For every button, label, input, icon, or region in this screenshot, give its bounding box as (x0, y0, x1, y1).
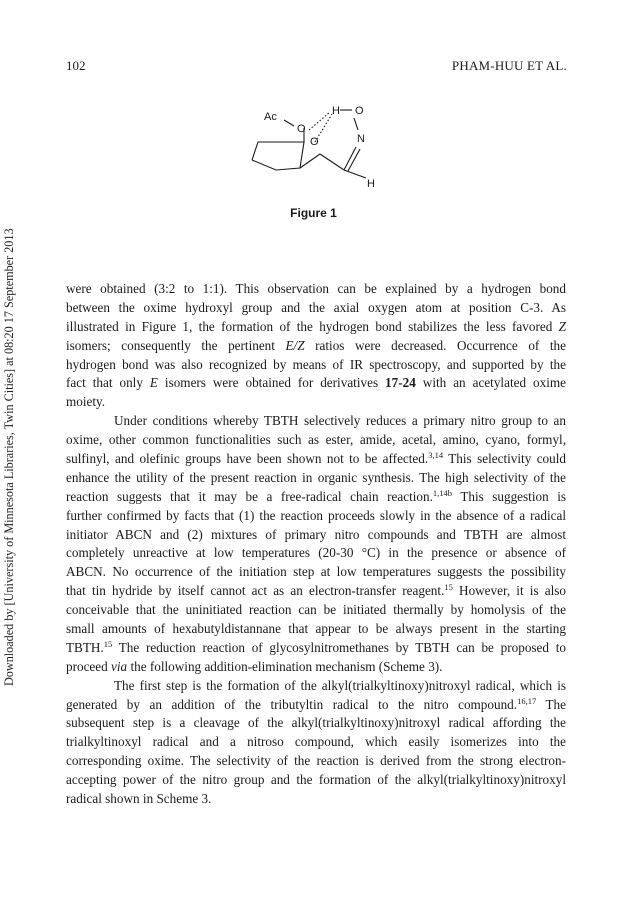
text-line (66, 639, 566, 658)
text-line (66, 733, 566, 752)
download-watermark: Downloaded by [University of Minnesota Libraries, Twin Cities] at 08:20 17 September 2013 (2, 228, 16, 686)
text-run: proceed (66, 658, 112, 674)
text-run: generated by an addition of the tributyltin radical to the nitro compound. (66, 696, 518, 712)
nitrogen-label: N (357, 133, 365, 145)
text-run: further confirmed by facts that (1) the reaction proceeds slowly in the absence of a radical (66, 507, 566, 523)
text-run: initiator ABCN and (2) mixtures of primary nitro compounds and TBTH are almost (66, 526, 566, 542)
text-run: TBTH. (66, 639, 104, 655)
text-run: moiety. (66, 394, 106, 410)
text-run: the following addition-elimination mechanism (Scheme 3). (127, 658, 443, 674)
text-run: The first step is the formation of the alkyl(trialkyltinoxy)nitroxyl radical, which is (114, 677, 566, 693)
text-line (66, 431, 566, 450)
text-line (66, 790, 566, 809)
text-run: conceivable that the uninitiated reaction can be initiated thermally by homolysis of the (66, 602, 566, 618)
text-run: This suggestion is (452, 488, 566, 504)
ring-bonds (252, 142, 304, 170)
text-run: subsequent step is a cleavage of the alkyl(trialkyltinoxy)nitroxyl radical affording the (66, 715, 566, 731)
text-run: The reduction reaction of glycosylnitromethanes by TBTH can be proposed to (112, 639, 566, 655)
imine-hydrogen-label: H (367, 178, 375, 190)
text-run: with an acetylated oxime (415, 375, 566, 391)
text-line (66, 526, 566, 545)
text-line (66, 299, 566, 318)
text-run: accepting power of the nitro group and the formation of the alkyl(trialkyltinoxy)nitroxyl (66, 772, 566, 788)
text-line (66, 507, 566, 526)
text-run: isomers; consequently the pertinent (66, 337, 286, 353)
hydrogen-bond-structure (240, 98, 400, 190)
hydroxyl-hydrogen-label: H (332, 105, 340, 117)
ac-o-bond (284, 120, 294, 126)
text-run: The (536, 696, 566, 712)
text-run: corresponding oxime. The selectivity of the reaction is derived from the strong electron- (66, 753, 566, 769)
text-run: Z (558, 318, 566, 334)
text-line (66, 393, 566, 412)
text-line (66, 374, 566, 393)
text-run: ABCN. No occurrence of the initiation step at low temperatures suggests the possibility (66, 564, 566, 580)
text-run: E (149, 375, 158, 391)
text-line (66, 582, 566, 601)
figure-1 (240, 98, 400, 190)
text-line (66, 696, 566, 715)
oxime-oxygen-label: O (355, 105, 364, 117)
text-run: ratios were decreased. Occurrence of the (304, 337, 566, 353)
text-line (66, 450, 566, 469)
text-run: This selectivity could (443, 451, 566, 467)
text-run: via (111, 658, 128, 674)
text-line (66, 752, 566, 771)
text-line (66, 658, 566, 677)
reference-superscript: 16,17 (517, 695, 537, 706)
text-line (66, 280, 566, 299)
text-run: trialkyltinoxyl radical and a nitroso compound, which easily isomerizes into the (66, 734, 566, 750)
text-run: sulfinyl, and olefinic groups have been shown not to be affected. (66, 451, 429, 467)
c-c-bond (300, 154, 320, 168)
text-line (66, 488, 566, 507)
text-run: hydrogen bond was also recognized by means of IR spectroscopy, and supported by the (66, 356, 566, 372)
hydrogen-bond-a (309, 112, 330, 130)
text-run: reaction suggests that it may be a free-radical chain reaction. (66, 488, 433, 504)
running-head: PHAM-HUU ET AL. (451, 58, 567, 73)
text-line (66, 677, 566, 696)
text-run: isomers were obtained for derivatives (157, 375, 386, 391)
text-line (66, 318, 566, 337)
text-line (66, 356, 566, 375)
text-line (66, 469, 566, 488)
c-h-bond (344, 170, 366, 178)
text-run: 17-24 (385, 375, 416, 391)
text-run: Under conditions whereby TBTH selectively reduces a primary nitro group to an (114, 413, 566, 429)
body-text (66, 280, 566, 809)
text-line (66, 563, 566, 582)
text-run: E/Z (285, 337, 305, 353)
page-number: 102 (66, 58, 86, 73)
text-run: fact that only (66, 375, 150, 391)
reference-superscript: 15 (444, 582, 453, 593)
text-run: were obtained (3:2 to 1:1). This observation can be explained by a hydrogen bond (66, 281, 566, 296)
n-o-bond (354, 118, 358, 130)
c-c-bond-2 (320, 154, 344, 170)
figure-caption: Figure 1 (290, 206, 337, 220)
text-run: enhance the utility of the present reaction in organic synthesis. The high selectivity of the (66, 469, 566, 485)
text-line (66, 337, 566, 356)
text-run: completely unreactive at low temperatures (20-30 °C) in the presence or absence of (66, 545, 566, 561)
reference-superscript: 3,14 (428, 450, 444, 461)
text-run: oxime, other common functionalities such as ester, amide, acetal, amino, cyano, formyl, (66, 432, 566, 448)
text-line (66, 714, 566, 733)
text-line (66, 771, 566, 790)
text-line (66, 412, 566, 431)
text-run: illustrated in Figure 1, the formation of the hydrogen bond stabilizes the less favored (66, 318, 559, 334)
ring-oxygen-label: O (297, 123, 306, 135)
text-run: small amounts of hexabutyldistannane that appear to be always present in the starting (66, 621, 566, 637)
text-line (66, 601, 566, 620)
reference-superscript: 15 (103, 638, 113, 649)
text-run: that tin hydride by itself cannot act as an electron-transfer reagent. (66, 583, 445, 599)
text-line (66, 544, 566, 563)
axial-oxygen-label: O (310, 136, 319, 148)
text-run: radical shown in Scheme 3. (66, 791, 212, 807)
acetyl-label: Ac (264, 111, 277, 123)
text-run: However, it is also (452, 583, 566, 599)
reference-superscript: 1,14b (432, 487, 453, 498)
text-run: between the oxime hydroxyl group and the axial oxygen atom at position C-3. As (66, 299, 566, 315)
text-line (66, 620, 566, 639)
